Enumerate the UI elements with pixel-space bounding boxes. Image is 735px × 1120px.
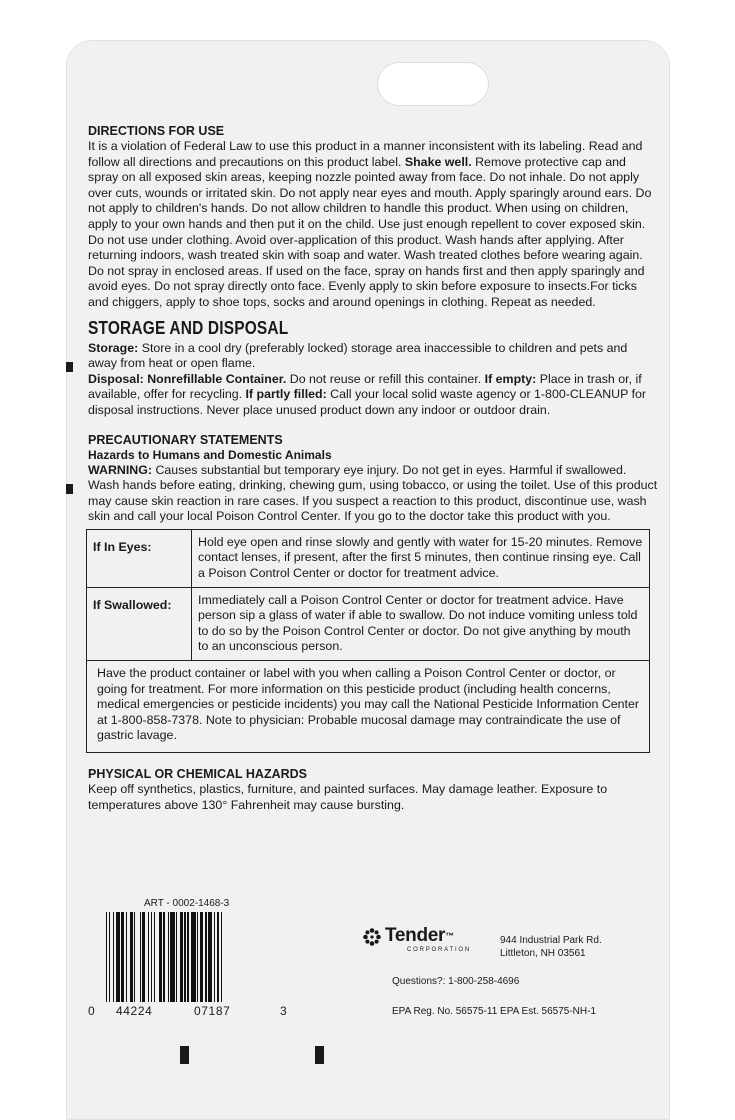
barcode	[106, 912, 268, 1002]
barcode-bar	[140, 912, 141, 1002]
hang-hole	[377, 62, 489, 106]
flower-icon	[362, 927, 382, 947]
registration-mark	[66, 362, 73, 372]
barcode-digit-left: 0	[88, 1004, 96, 1018]
barcode-group-2: 07187	[194, 1004, 231, 1018]
physical-hazards-title: PHYSICAL OR CHEMICAL HAZARDS	[88, 767, 307, 782]
tender-logo	[362, 926, 471, 953]
address-line-2: Littleton, NH 03561	[500, 948, 586, 959]
label-content	[88, 124, 658, 813]
first-aid-row-swallowed	[87, 588, 649, 661]
barcode-bar	[121, 912, 124, 1002]
address	[500, 934, 602, 960]
warning-text: WARNING: Causes substantial but temporary eye injury. Do not get in eyes. Harmful if swallowed. Wash hands before eating, drinking, chewing gum, using tobacco, or using the toilet. Use of this product may cause skin reaction in rare cases. If you suspect a reaction to this product, discontinue use, wash skin and call your local Poison Control Center. If you go to the doctor take this product with you.	[88, 462, 658, 524]
barcode-bar	[163, 912, 164, 1002]
registration-mark	[315, 1046, 324, 1064]
barcode-bar	[168, 912, 169, 1002]
questions-phone: Questions?: 1-800-258-4696	[392, 976, 520, 987]
epa-registration: EPA Reg. No. 56575-11 EPA Est. 56575-NH-1	[392, 1006, 597, 1017]
barcode-bar	[187, 912, 188, 1002]
barcode-bar	[191, 912, 195, 1002]
barcode-bar	[116, 912, 120, 1002]
registration-mark	[180, 1046, 189, 1064]
barcode-bar	[170, 912, 174, 1002]
barcode-bar	[197, 912, 198, 1002]
barcode-group-1: 44224	[116, 1004, 153, 1018]
barcode-bar	[109, 912, 110, 1002]
storage-text: Storage: Store in a cool dry (preferably locked) storage area inaccessible to children and pets and away from heat or open flame.	[88, 340, 628, 371]
first-aid-text: Immediately call a Poison Control Center or doctor for treatment advice. Have person sip a glass of water if able to swallow. Do not induce vomiting unless told to do so by the Poison Control Center or doctor. Do not give anything by mouth to an unconscious person.	[198, 592, 638, 654]
storage-title: STORAGE AND DISPOSAL	[88, 317, 289, 338]
precautionary-title: PRECAUTIONARY STATEMENTS	[88, 432, 283, 447]
first-aid-row-eyes	[87, 530, 649, 588]
address-line-1: 944 Industrial Park Rd.	[500, 935, 602, 946]
barcode-bar	[200, 912, 203, 1002]
barcode-bar	[134, 912, 135, 1002]
first-aid-label: If In Eyes:	[87, 530, 192, 587]
barcode-bar	[184, 912, 185, 1002]
barcode-bar	[113, 912, 114, 1002]
registration-mark	[66, 484, 73, 494]
brand-subtitle: CORPORATION	[407, 947, 472, 953]
directions-title: DIRECTIONS FOR USE	[88, 124, 225, 138]
physical-hazards-text: Keep off synthetics, plastics, furniture, and painted surfaces. May damage leather. Exposure to temperatures above 130° Fahrenheit may cause bursting.	[88, 782, 608, 812]
barcode-bar	[154, 912, 155, 1002]
directions-text: It is a violation of Federal Law to use this product in a manner inconsistent with its labeling. Read and follow all directions and precautions on this product label. Shake well. Remove protective cap and spray on all exposed skin areas, keeping nozzle pointed away from face. Do not inhale. Do not apply over cuts, wounds or irritated skin. Do not apply near eyes and mouth. Apply sparingly around ears. Do not apply to children's hands. Do not allow children to handle this product. When using on children, apply to your own hands and then put it on the child. Use just enough repellent to cover exposed skin. Do not use under clothing. Avoid over-application of this product. Wash hands after applying. After returning indoors, wash treated skin with soap and water. Wash treated clothes before wearing again. Do not spray in enclosed areas. If used on the face, spray on hands first and then apply sparingly and avoid eyes. Do not spray directly onto face. Evenly apply to skin before exposure to insects.For ticks and chiggers, apply to shoe tops, socks and around openings in clothing. Repeat as needed.	[88, 139, 652, 309]
first-aid-table	[86, 529, 650, 753]
barcode-bar	[205, 912, 206, 1002]
barcode-bar	[180, 912, 183, 1002]
barcode-bar	[151, 912, 152, 1002]
barcode-bar	[159, 912, 162, 1002]
precautionary-subtitle: Hazards to Humans and Domestic Animals	[88, 447, 332, 462]
barcode-bar	[176, 912, 177, 1002]
barcode-digit-right: 3	[280, 1004, 288, 1018]
barcode-bar	[106, 912, 107, 1002]
first-aid-label: If Swallowed:	[87, 588, 192, 660]
barcode-bar	[126, 912, 127, 1002]
art-number: ART - 0002-1468-3	[144, 898, 230, 909]
barcode-bar	[142, 912, 145, 1002]
barcode-bar	[148, 912, 149, 1002]
first-aid-note: Have the product container or label with you when calling a Poison Control Center or doctor, or going for treatment. For more information on this pesticide product (including health concerns, medical emergencies or pesticide incidents) you may call the National Pesticide Information Center at 1-800-858-7378. Note to physician: Probable mucosal damage may contraindicate the use of gastric lavage.	[97, 666, 640, 743]
barcode-bar	[214, 912, 215, 1002]
disposal-text: Disposal: Nonrefillable Container. Do not reuse or refill this container. If empty: Place in trash or, if available, offer for recycling. If partly filled: Call your local solid waste agency or 1-800-CLEANUP for disposal instructions. Never place unused product down any indoor or outdoor drain.	[88, 371, 647, 417]
barcode-bar	[221, 912, 222, 1002]
first-aid-text: Hold eye open and rinse slowly and gently with water for 15-20 minutes. Remove contact lenses, if present, after the first 5 minutes, then continue rinsing eye. Call a Poison Control Center or doctor for treatment advice.	[198, 534, 643, 581]
brand-tm: ™	[445, 931, 454, 941]
barcode-bar	[217, 912, 220, 1002]
brand-name: Tender	[385, 925, 446, 946]
barcode-bar	[130, 912, 133, 1002]
barcode-bar	[208, 912, 212, 1002]
